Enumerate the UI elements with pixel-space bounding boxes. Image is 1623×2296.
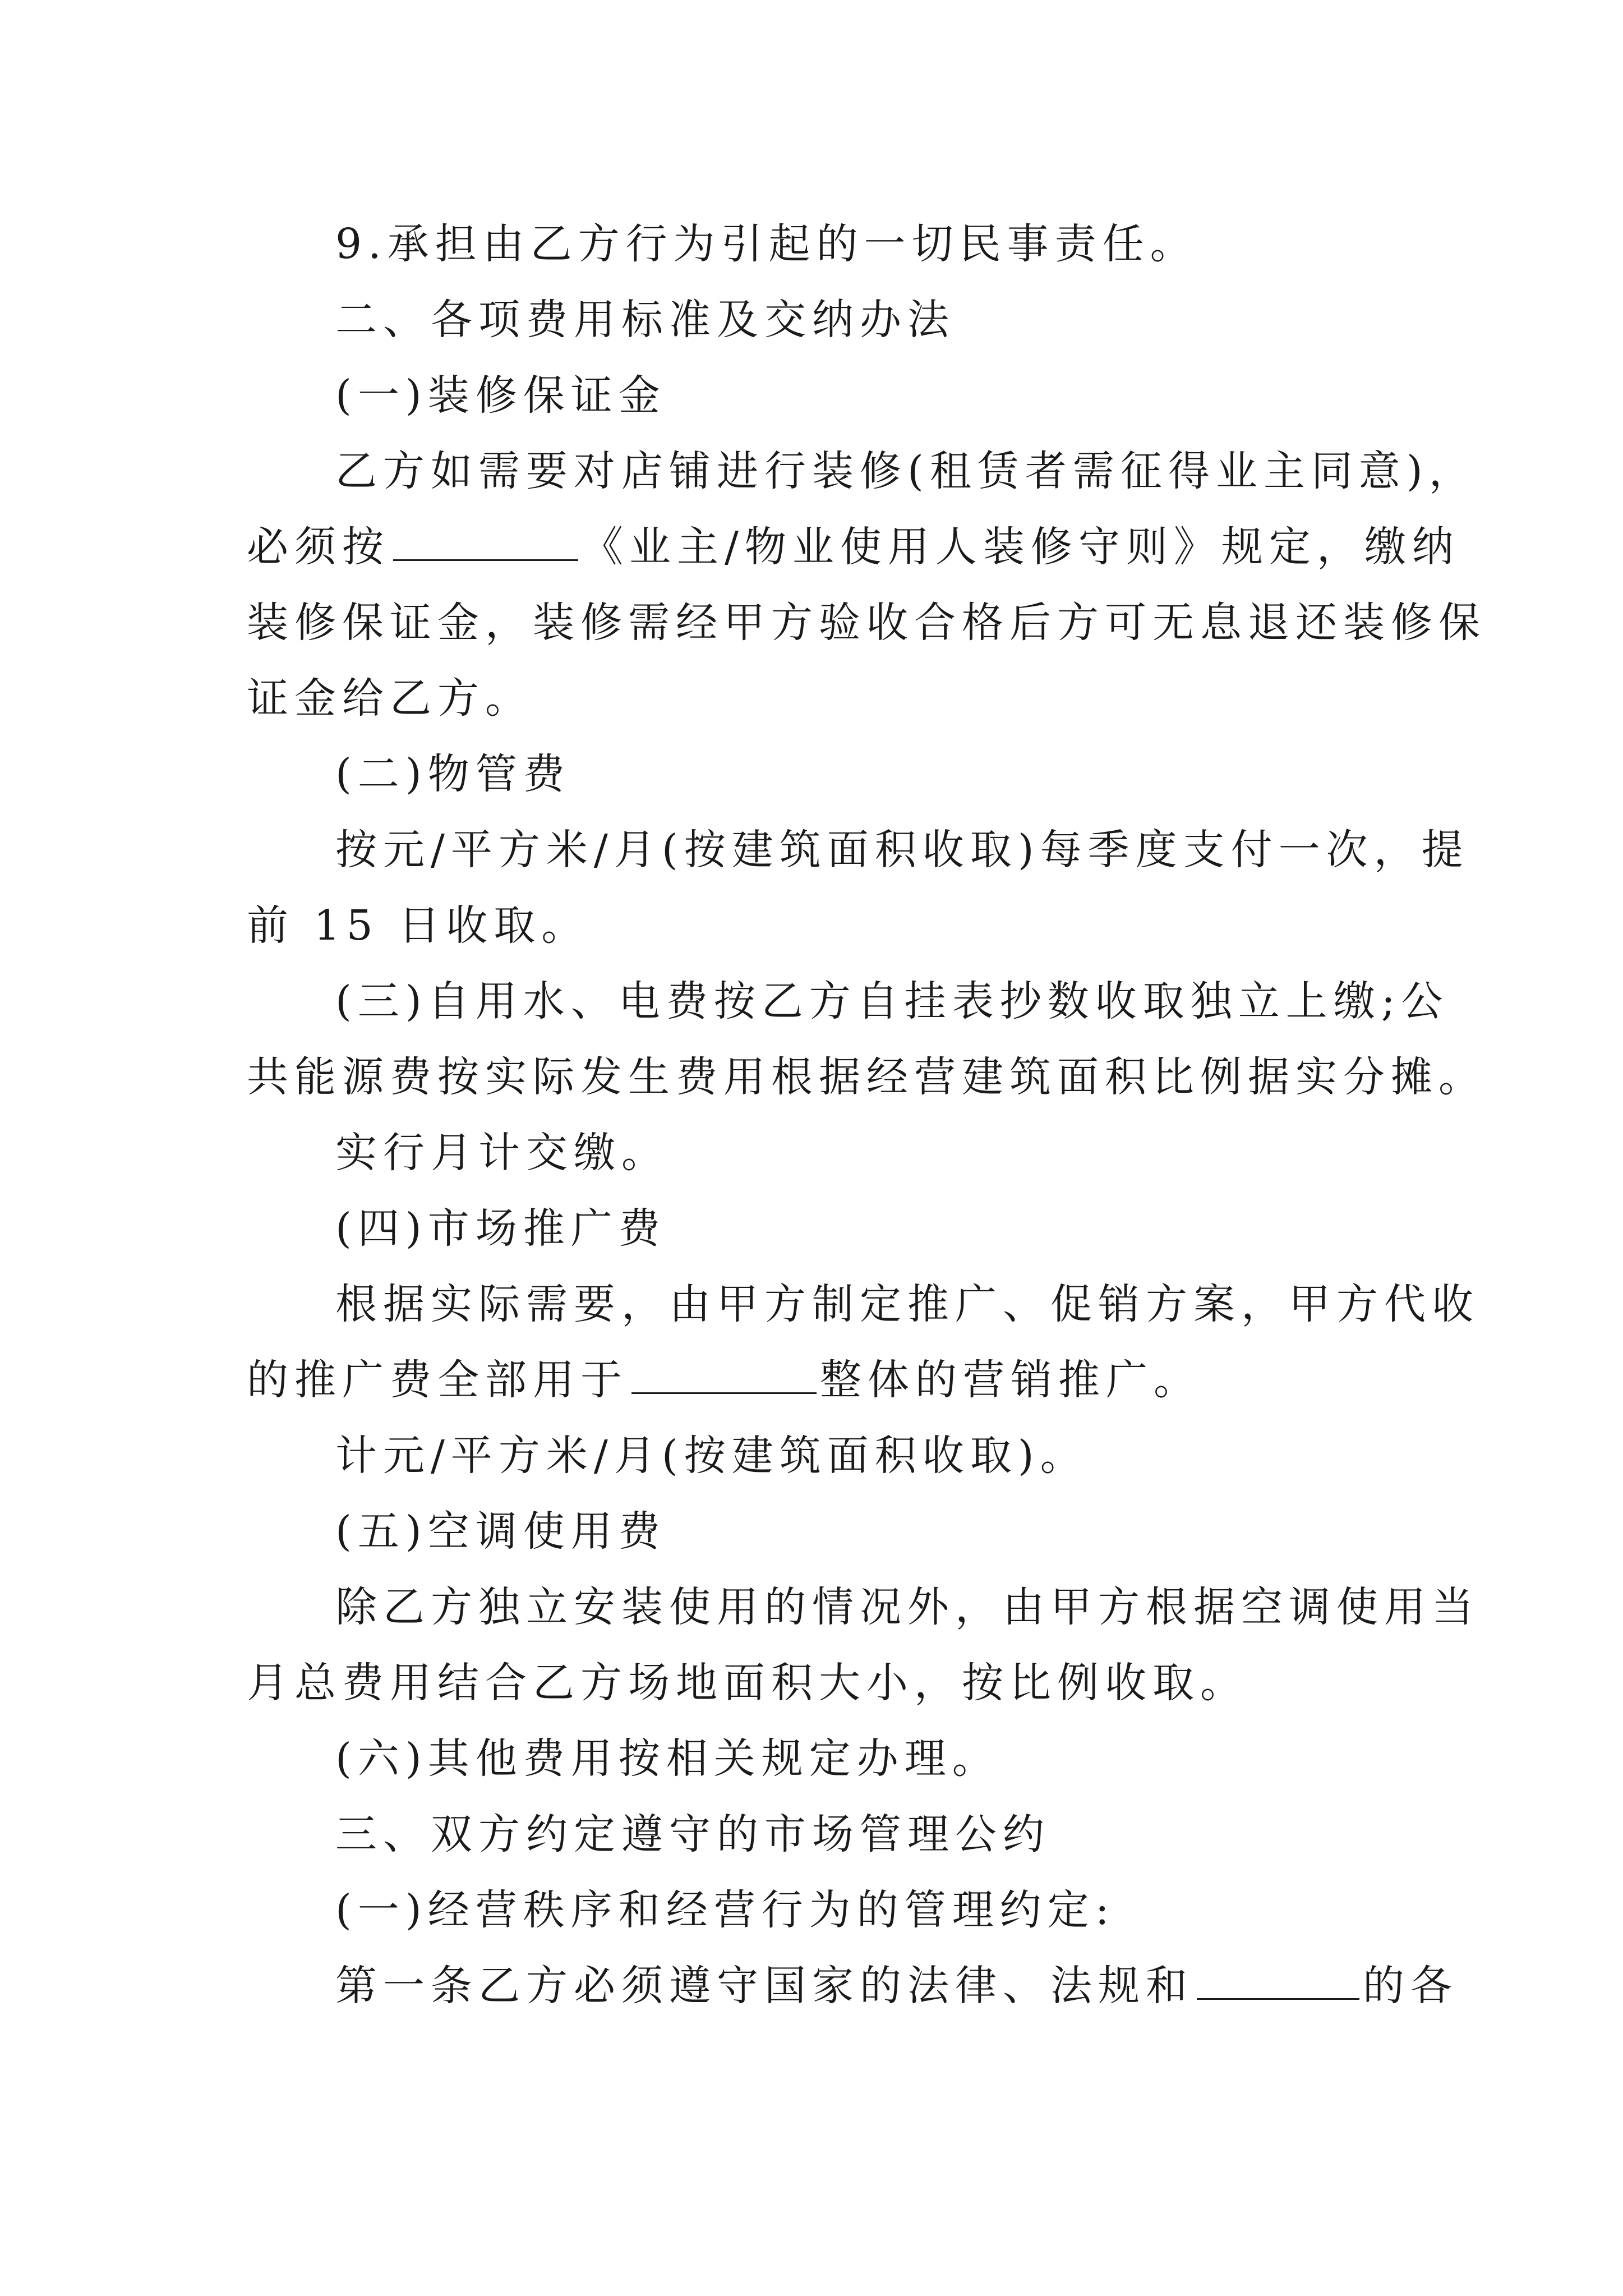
text-segment: 的各: [1363, 1962, 1458, 2010]
subsection-5-heading: [335, 1503, 666, 1559]
text-segment: 《业主/物业使用人装修守则》规定，缴纳: [582, 523, 1460, 571]
fill-in-blank[interactable]: [631, 1355, 817, 1394]
paragraph-line: [247, 1352, 1201, 1408]
text-segment: 按元/平方米/月(按建筑面积收取)每季度支付一次，提: [335, 826, 1469, 874]
text-segment: 装修保证金，装修需经甲方验收合格后方可无息退还装修保: [247, 599, 1486, 647]
text-segment: 证金给乙方。: [247, 674, 533, 723]
text-segment: 整体的营销推广。: [820, 1356, 1201, 1404]
text-segment: (四)市场推广费: [335, 1204, 666, 1253]
text-segment: (五)空调使用费: [335, 1507, 666, 1556]
section-2-heading: [335, 292, 955, 348]
paragraph-line: [247, 898, 589, 954]
paragraph-line: [247, 1655, 1248, 1711]
section-3-heading: [335, 1806, 1050, 1862]
text-segment: (一)经营秩序和经营行为的管理约定:: [335, 1886, 1115, 1934]
paragraph-line: [335, 1276, 1479, 1332]
paragraph-line: [335, 443, 1477, 499]
subsection-2-heading: [335, 746, 571, 802]
text-segment: 计元/平方米/月(按建筑面积收取)。: [335, 1432, 1088, 1480]
paragraph-line: [335, 1428, 1088, 1484]
text-segment: 除乙方独立安装使用的情况外，由甲方根据空调使用当: [335, 1583, 1479, 1631]
text-segment: (一)装修保证金: [335, 371, 666, 420]
subsection-6-line: [335, 1731, 1000, 1787]
paragraph-line: [247, 519, 1460, 575]
paragraph-line: [247, 1049, 1486, 1105]
text-segment: 前 15 日收取。: [247, 901, 589, 950]
text-segment: 实行月计交缴。: [335, 1129, 669, 1177]
text-segment: 三、双方约定遵守的市场管理公约: [335, 1810, 1050, 1858]
paragraph-line: [335, 822, 1469, 878]
paragraph-line: [335, 1125, 669, 1181]
paragraph-line: [247, 595, 1486, 651]
fill-in-blank[interactable]: [1197, 1961, 1359, 2000]
text-segment: 月总费用结合乙方场地面积大小，按比例收取。: [247, 1659, 1248, 1707]
text-segment: 第一条乙方必须遵守国家的法律、法规和: [335, 1962, 1193, 2010]
text-segment: 乙方如需要对店铺进行装修(租赁者需征得业主同意)，: [335, 447, 1477, 495]
text-segment: 的推广费全部用于: [247, 1356, 628, 1404]
fill-in-blank[interactable]: [393, 522, 578, 561]
text-segment: 二、各项费用标准及交纳办法: [335, 296, 955, 344]
text-segment: (二)物管费: [335, 750, 571, 798]
section-3-subsection-1-heading: [335, 1882, 1115, 1938]
text-segment: (六)其他费用按相关规定办理。: [335, 1734, 1000, 1783]
text-segment: 共能源费按实际发生费用根据经营建筑面积比例据实分摊。: [247, 1053, 1486, 1101]
subsection-1-heading: [335, 367, 666, 424]
clause-9-line: [335, 216, 1198, 272]
text-segment: 9.承担由乙方行为引起的一切民事责任。: [335, 220, 1198, 268]
article-1-line: [335, 1958, 1458, 2014]
paragraph-line: [335, 1579, 1479, 1635]
subsection-3-line: [335, 973, 1449, 1029]
text-segment: 必须按: [247, 523, 390, 571]
subsection-4-heading: [335, 1200, 666, 1257]
text-segment: 根据实际需要，由甲方制定推广、促销方案，甲方代收: [335, 1280, 1479, 1328]
paragraph-line: [247, 670, 533, 726]
text-segment: (三)自用水、电费按乙方自挂表抄数收取独立上缴;公: [335, 977, 1449, 1025]
